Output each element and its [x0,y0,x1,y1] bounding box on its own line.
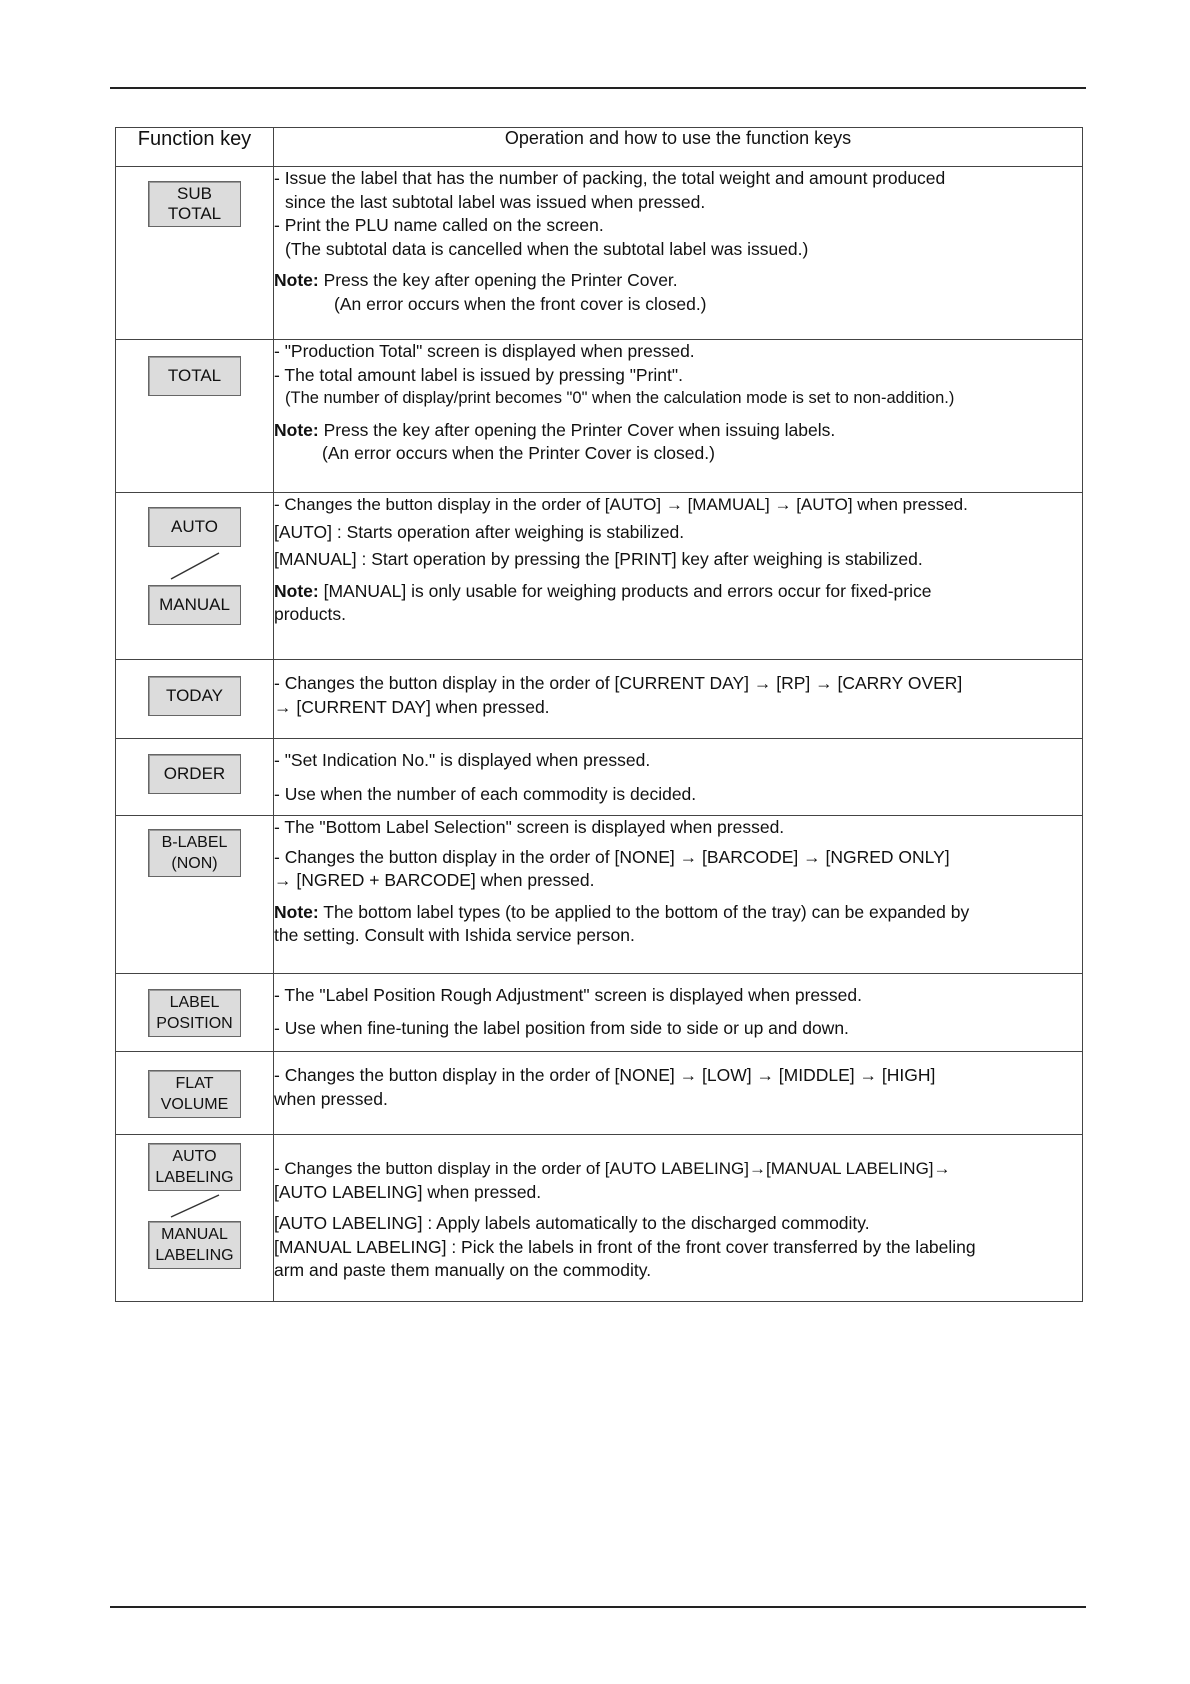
today-key[interactable]: TODAY [148,676,241,716]
function-key-table [115,127,1083,1302]
b-label-key[interactable]: B-LABEL (NON) [148,829,241,877]
description-cell: - "Production Total" screen is displayed when pressed. - The total amount label is issued by pressing "Print". (The number of display/print becomes "0" when the calculation mode is set to non-addition.) Note: Press the key after opening the Printer Cover when issuing labels. (An error occurs when the Printer Cover is closed.) [274,340,1083,493]
description-cell: - The "Bottom Label Selection" screen is displayed when pressed. - Changes the button display in the order of [NONE] → [BARCODE] → [NGRED ONLY] → [NGRED + BARCODE] when pressed. Note: The bottom label types (to be applied to the bottom of the tray) can be expanded by the setting. Consult with Ishida service person. [274,816,1083,974]
note: Note: Press the key after opening the Printer Cover. [274,270,678,290]
table-row-label-position [116,974,1083,1052]
order-key[interactable]: ORDER [148,754,241,794]
total-key[interactable]: TOTAL [148,356,241,396]
description-cell: - "Set Indication No." is displayed when pressed. - Use when the number of each commodity is decided. [274,739,1083,816]
key-cell [116,1052,274,1135]
key-cell [116,974,274,1052]
key-cell [116,816,274,974]
table-row-total [116,340,1083,493]
label-position-key[interactable]: LABEL POSITION [148,989,241,1037]
description-cell: - Changes the button display in the order of [AUTO] → [MAMUAL] → [AUTO] when pressed. [AUTO] : Starts operation after weighing is stabilized. [MANUAL] : Start operation by pressing the [PRINT] key after weighing is stabilized. Note: [MANUAL] is only usable for weighing products and errors occur for fixed-price products. [274,493,1083,660]
table-row-auto-manual [116,493,1083,660]
key-cell [116,739,274,816]
table-row-today [116,660,1083,739]
description-cell: - The "Label Position Rough Adjustment" screen is displayed when pressed. - Use when fine-tuning the label position from side to side or up and down. [274,974,1083,1052]
description-cell: - Changes the button display in the order of [CURRENT DAY] → [RP] → [CARRY OVER] → [CURRENT DAY] when pressed. [274,660,1083,739]
manual-labeling-key[interactable]: MANUAL LABELING [148,1221,241,1269]
key-cell [116,660,274,739]
key-cell [116,1135,274,1302]
slash-separator [165,547,225,585]
table-row-flat-volume [116,1052,1083,1135]
table-row-labeling [116,1135,1083,1302]
key-cell [116,493,274,660]
header-operation: Operation and how to use the function keys [274,128,1083,167]
key-cell [116,167,274,340]
sub-total-key[interactable]: SUB TOTAL [148,181,241,227]
note: Note: [MANUAL] is only usable for weighing products and errors occur for fixed-price [274,580,932,601]
note: Note: Press the key after opening the Printer Cover when issuing labels. [274,419,836,440]
key-cell [116,340,274,493]
footer-rule [110,1606,1086,1608]
auto-key[interactable]: AUTO [148,507,241,547]
header-function-key: Function key [116,128,274,167]
table-header-row [116,128,1083,167]
slash-separator [165,1191,225,1221]
note: Note: The bottom label types (to be applied to the bottom of the tray) can be expanded by [274,901,970,922]
header-rule [110,87,1086,89]
auto-labeling-key[interactable]: AUTO LABELING [148,1143,241,1191]
table-row-b-label [116,816,1083,974]
description-cell: - Issue the label that has the number of packing, the total weight and amount produced since the last subtotal label was issued when pressed. - Print the PLU name called on the screen. (The subtotal data is cancelled when the subtotal label was issued.) Note: Press the key after opening the Printer Cover. (An error occurs when the front cover is closed.) [274,167,1083,340]
table-row-sub-total [116,167,1083,340]
table-row-order [116,739,1083,816]
flat-volume-key[interactable]: FLAT VOLUME [148,1070,241,1118]
description-cell: - Changes the button display in the order of [NONE] → [LOW] → [MIDDLE] → [HIGH] when pressed. [274,1052,1083,1135]
manual-key[interactable]: MANUAL [148,585,241,625]
description-cell: - Changes the button display in the order of [AUTO LABELING]→[MANUAL LABELING]→ [AUTO LABELING] when pressed. [AUTO LABELING] : Apply labels automatically to the discharged commodity. [MANUAL LABELING] : Pick the labels in front of the front cover transferred by the labeling arm and paste them manually on the commodity. [274,1135,1083,1302]
